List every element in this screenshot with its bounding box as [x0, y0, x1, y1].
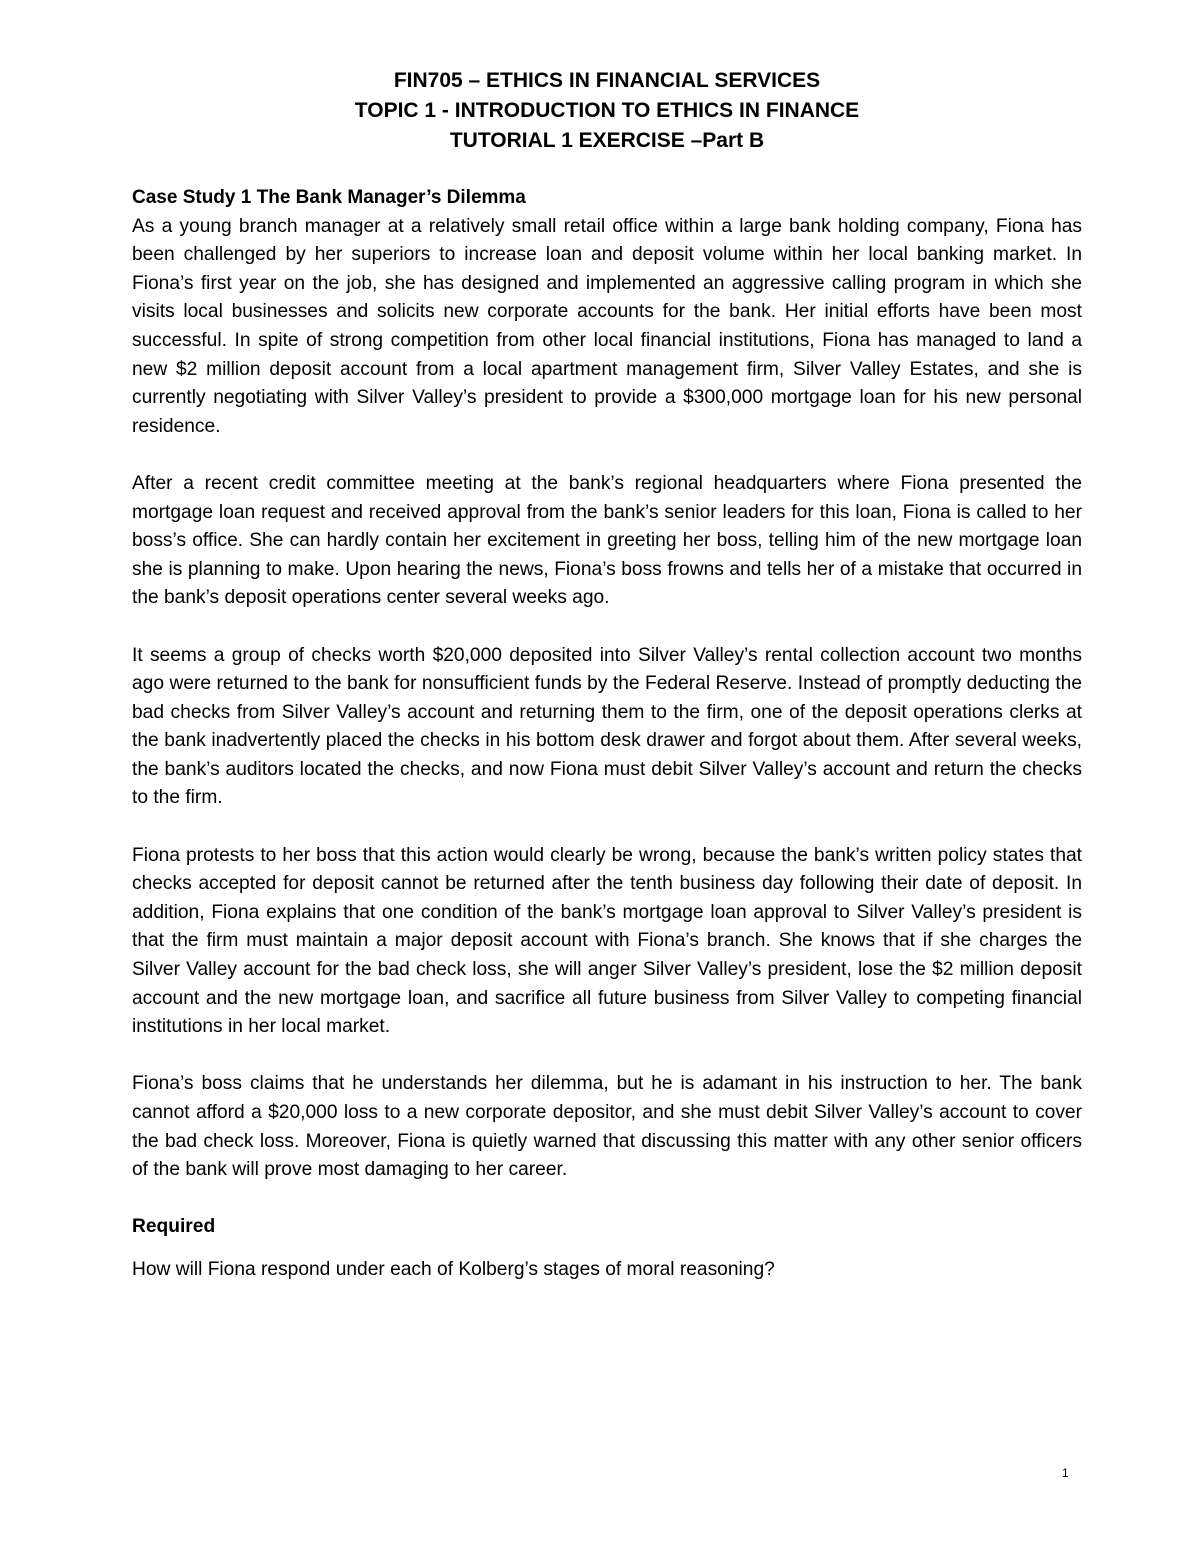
case-paragraph-3: It seems a group of checks worth $20,000 deposited into Silver Valley’s rental collection account two months ago were returned to the bank for nonsufficient funds by the Federal Reserve. Instead of promptly deducting the bad checks from Silver Valley’s account and returning them to the firm, one of the deposit operations clerks at the bank inadvertently placed the checks in his bottom desk drawer and forgot about them. After several weeks, the bank’s auditors located the checks, and now Fiona must debit Silver Valley’s account and return the checks to the firm.: [132, 644, 1082, 809]
case-study-title: Case Study 1 The Bank Manager’s Dilemma: [132, 187, 526, 208]
required-question: How will Fiona respond under each of Kolberg’s stages of moral reasoning?: [132, 1258, 775, 1280]
topic-title: TOPIC 1 - INTRODUCTION TO ETHICS IN FINANCE: [354, 99, 860, 122]
course-title: FIN705 – ETHICS IN FINANCIAL SERVICES: [393, 69, 821, 92]
required-heading: Required: [132, 1216, 216, 1238]
case-paragraph-4: Fiona protests to her boss that this action would clearly be wrong, because the bank’s written policy states that checks accepted for deposit cannot be returned after the tenth business day following their date of deposit. In addition, Fiona explains that one condition of the bank’s mortgage loan approval to Silver Valley’s president is that the firm must maintain a major deposit account with Fiona’s branch. She knows that if she charges the Silver Valley account for the bad check loss, she will anger Silver Valley’s president, lose the $2 million deposit account and the new mortgage loan, and sacrifice all future business from Silver Valley to competing financial institutions in her local market.: [132, 844, 1082, 1038]
tutorial-title: TUTORIAL 1 EXERCISE –Part B: [449, 129, 765, 152]
case-paragraph-1: As a young branch manager at a relatively small retail office within a large bank holding company, Fiona has been challenged by her superiors to increase loan and deposit volume within her local banking market. In Fiona’s first year on the job, she has designed and implemented an aggressive calling program in which she visits local businesses and solicits new corporate accounts for the bank. Her initial efforts have been most successful. In spite of strong competition from other local financial institutions, Fiona has managed to land a new $2 million deposit account from a local apartment management firm, Silver Valley Estates, and she is currently negotiating with Silver Valley’s president to provide a $300,000 mortgage loan for his new personal residence.: [132, 215, 1082, 437]
page-number: 1: [1062, 1466, 1069, 1480]
case-paragraph-2: After a recent credit committee meeting at the bank’s regional headquarters where Fiona presented the mortgage loan request and received approval from the bank’s senior leaders for this loan, Fiona is called to her boss’s office. She can hardly contain her excitement in greeting her boss, telling him of the new mortgage loan she is planning to make. Upon hearing the news, Fiona’s boss frowns and tells her of a mistake that occurred in the bank’s deposit operations center several weeks ago.: [132, 472, 1082, 609]
case-paragraph-5: Fiona’s boss claims that he understands her dilemma, but he is adamant in his instruction to her. The bank cannot afford a $20,000 loss to a new corporate depositor, and she must debit Silver Valley’s account to cover the bad check loss. Moreover, Fiona is quietly warned that discussing this matter with any other senior officers of the bank will prove most damaging to her career.: [132, 1073, 1082, 1181]
document-header: [132, 66, 1082, 156]
